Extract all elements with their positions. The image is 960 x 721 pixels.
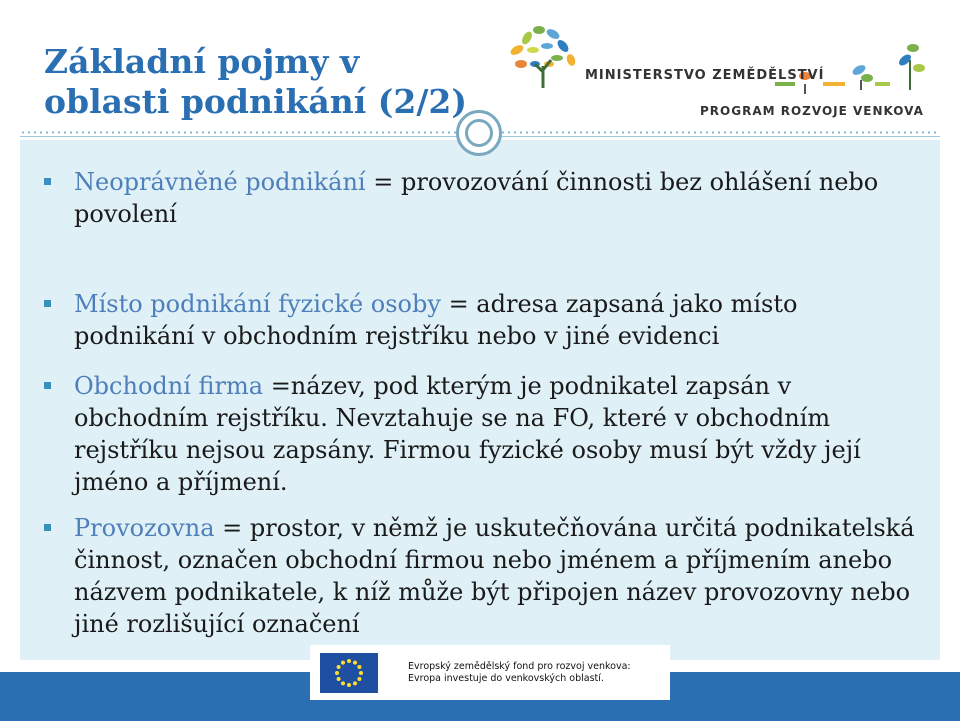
eu-flag-icon (320, 653, 378, 693)
bullet-marker (44, 300, 51, 307)
ministry-logo (505, 20, 935, 132)
list-item (44, 370, 924, 498)
bullet-list (44, 166, 924, 640)
list-item-text: = provozování činnosti bez ohlášení nebo povolení (74, 168, 879, 228)
slide-title: Základní pojmy v oblasti podnikání (2/2) (44, 42, 468, 121)
header-dotted-line-left (20, 131, 460, 134)
eu-funding-banner (310, 645, 670, 700)
eu-funding-text (408, 661, 631, 685)
bullet-marker (44, 524, 51, 531)
list-item-term: Obchodní firma (74, 372, 264, 400)
eu-funding-line1: Evropský zemědělský fond pro rozvoj venkova: (408, 661, 631, 672)
list-item-term: Místo podnikání fyzické osoby (74, 290, 441, 318)
bullet-marker (44, 382, 51, 389)
left-margin (0, 0, 20, 721)
bullet-marker (44, 178, 51, 185)
list-item-term: Provozovna (74, 514, 215, 542)
list-item (44, 166, 924, 230)
list-item-text: = prostor, v němž je uskutečňována určitá podnikatelská činnost, označen obchodní firmou nebo jménem a příjmením anebo názvem podnikatele, k níž může být připojen název provozovny nebo jiné rozlišující označení (74, 514, 915, 638)
program-name: PROGRAM ROZVOJE VENKOVA (700, 104, 924, 118)
list-item (44, 512, 924, 640)
list-item-text: =název, pod kterým je podnikatel zapsán v obchodním rejstříku. Nevztahuje se na FO, které v obchodním rejstříku nejsou zapsány. Firmou fyzické osoby musí být vždy její jméno a příjmení. (74, 372, 861, 496)
list-item-term: Neoprávněné podnikání (74, 168, 366, 196)
right-margin (940, 0, 960, 721)
ministry-name: MINISTERSTVO ZEMĚDĚLSTVÍ (585, 68, 825, 83)
eu-funding-line2: Evropa investuje do venkovských oblastí. (408, 673, 604, 684)
list-item (44, 288, 924, 352)
list-item-text: = adresa zapsaná jako místo podnikání v obchodním rejstříku nebo v jiné evidenci (74, 290, 798, 350)
